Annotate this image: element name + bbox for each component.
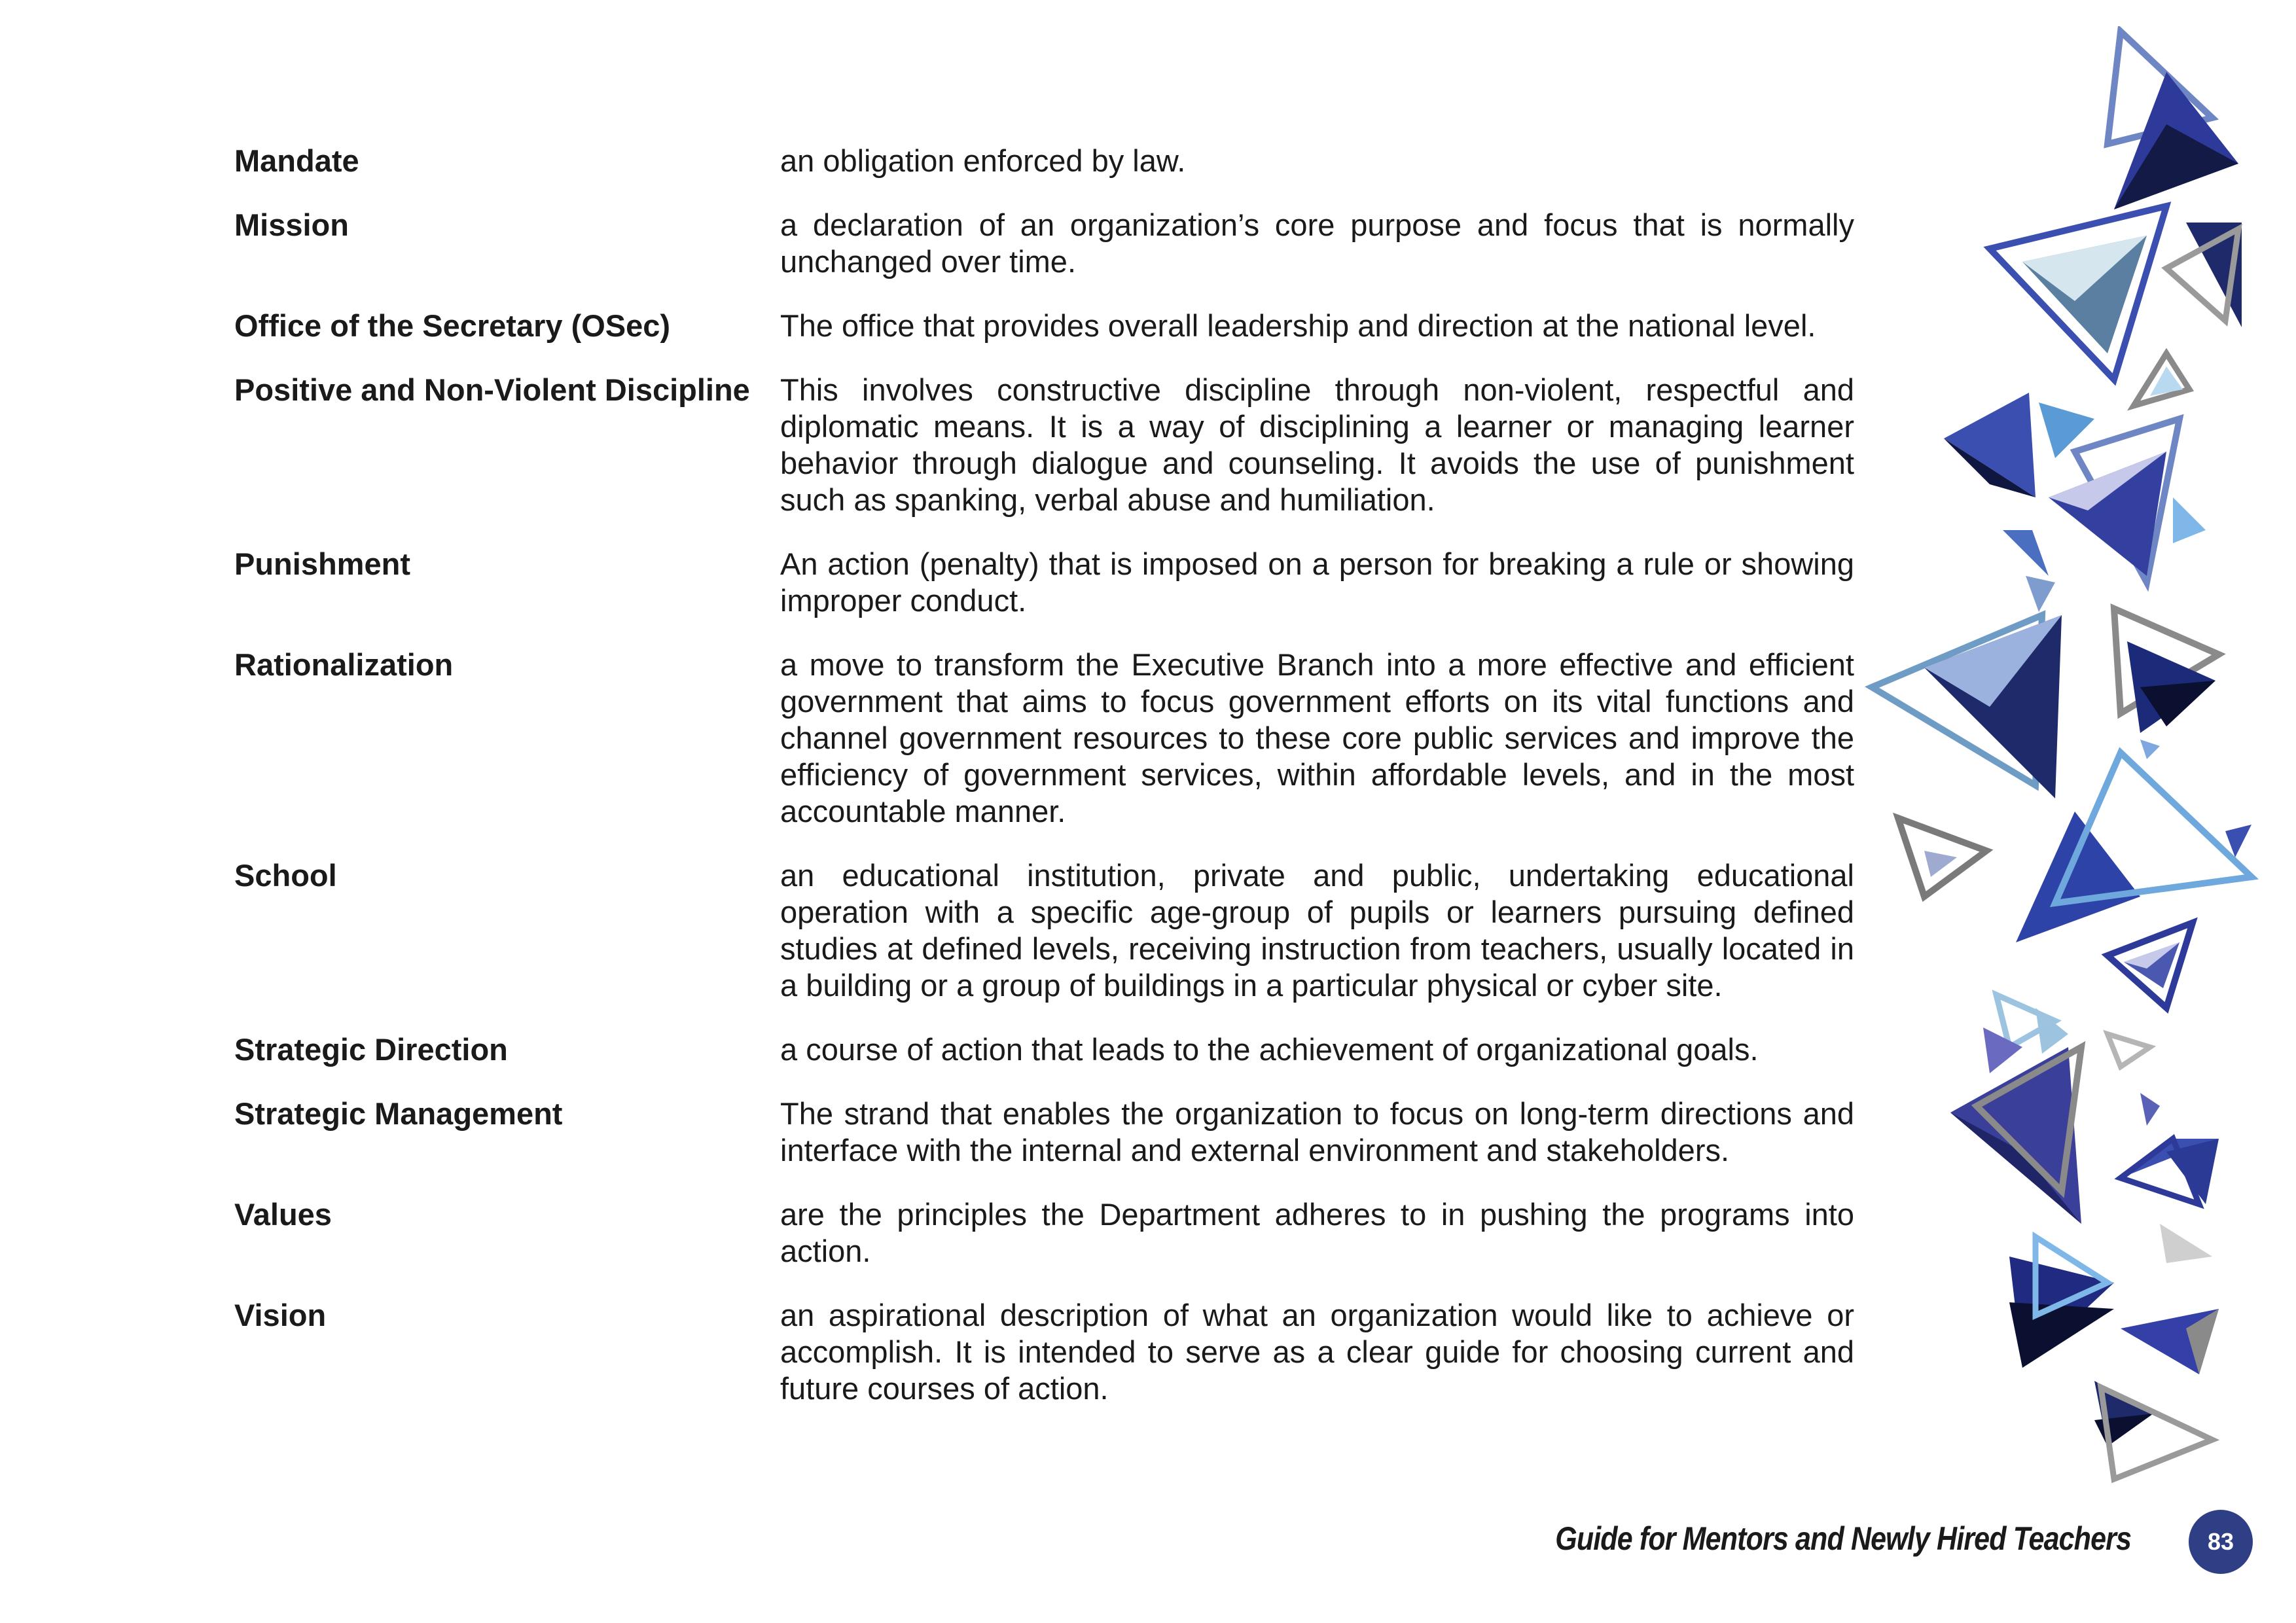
page-number-badge: 83 [2189, 1510, 2253, 1574]
decorative-triangles [1859, 26, 2296, 1505]
glossary-definition: a declaration of an organization’s core purpose and focus that is normally unchanged over time. [780, 207, 1854, 279]
glossary-entry [234, 207, 1854, 280]
glossary-definition: an aspirational description of what an organization would like to achieve or accomplish. It is intended to serve as a clear guide for choosing current and future courses of action. [780, 1298, 1854, 1406]
glossary-term: Rationalization [234, 647, 454, 682]
glossary-definition: an educational institution, private and public, undertaking educational operation with a specific age-group of pupils or learners pursuing defined studies at defined levels, receiving instruction from teachers, usually located in a building or a group of buildings in a particular physical or cyber site. [780, 858, 1854, 1003]
glossary-term: Strategic Direction [234, 1032, 508, 1067]
glossary-term: Strategic Management [234, 1096, 563, 1131]
glossary-entry [234, 1096, 1854, 1169]
glossary-term: Office of the Secretary (OSec) [234, 308, 671, 343]
glossary-entry [234, 1196, 1854, 1270]
glossary-definition: The strand that enables the organization to focus on long-term directions and interface with the internal and external environment and stakeholders. [780, 1096, 1854, 1168]
glossary-definition: are the principles the Department adheres to in pushing the programs into action. [780, 1197, 1854, 1268]
glossary-entry [234, 857, 1854, 1004]
glossary-term: Punishment [234, 546, 410, 581]
footer-document-title: Guide for Mentors and Newly Hired Teachers [1555, 1520, 2131, 1557]
glossary-list [234, 143, 1854, 1435]
glossary-definition: This involves constructive discipline through non-violent, respectful and diplomatic means. It is a way of disciplining a learner or managing learner behavior through dialogue and counseling. It avoids the use of punishment such as spanking, verbal abuse and humiliation. [780, 372, 1854, 517]
glossary-definition: An action (penalty) that is imposed on a person for breaking a rule or showing improper conduct. [780, 546, 1854, 618]
glossary-entry [234, 308, 1854, 344]
glossary-entry [234, 647, 1854, 830]
glossary-term: Vision [234, 1298, 327, 1332]
glossary-definition: a course of action that leads to the achievement of organizational goals. [780, 1032, 1759, 1067]
glossary-entry [234, 1297, 1854, 1407]
glossary-entry [234, 1031, 1854, 1068]
glossary-definition: The office that provides overall leadership and direction at the national level. [780, 308, 1816, 343]
glossary-term: School [234, 858, 337, 893]
triangle-cluster [1872, 31, 2251, 1479]
glossary-entry [234, 372, 1854, 518]
glossary-term: Mission [234, 207, 349, 242]
glossary-term: Values [234, 1197, 332, 1232]
glossary-term: Mandate [234, 143, 359, 178]
glossary-definition: a move to transform the Executive Branch into a more effective and efficient government that aims to focus government efforts on its vital functions and channel government resources to these core public services and improve the efficiency of government services, within affordable levels, and in the most accountable manner. [780, 647, 1854, 829]
glossary-term: Positive and Non-Violent Discipline [234, 372, 750, 407]
glossary-entry [234, 546, 1854, 619]
glossary-definition: an obligation enforced by law. [780, 143, 1186, 178]
glossary-entry [234, 143, 1854, 179]
